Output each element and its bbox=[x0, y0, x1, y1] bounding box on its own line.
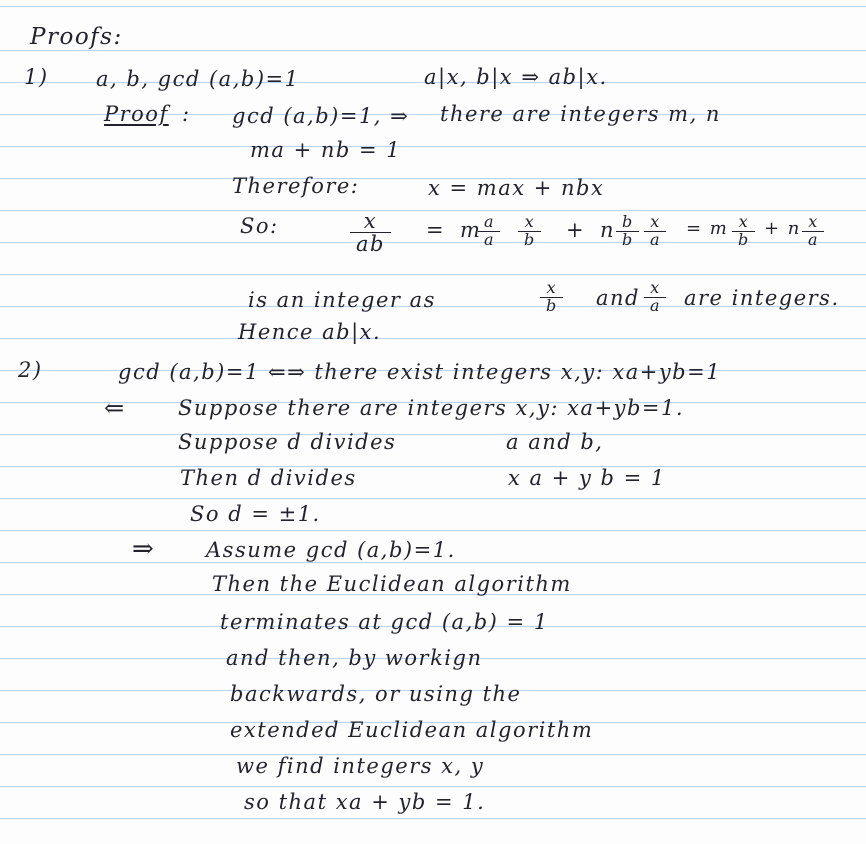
fraction-denominator: b bbox=[540, 297, 563, 315]
proof-2-line-9: backwards, or using the bbox=[230, 682, 522, 706]
fraction-denominator: a bbox=[644, 231, 666, 249]
statement-2: gcd (a,b)=1 ⇐⇒ there exist integers x,y: xa+yb=1 bbox=[118, 360, 722, 384]
proof-2-line-5: Assume gcd (a,b)=1. bbox=[206, 538, 456, 562]
equals-sign-1: = bbox=[426, 218, 446, 242]
proof-2-line-1: Suppose there are integers x,y: xa+yb=1. bbox=[178, 396, 685, 420]
proof-2-line-3-b: x a + y b = 1 bbox=[508, 466, 666, 490]
term-2-coefficient: n bbox=[600, 218, 616, 242]
fraction-denominator: a bbox=[478, 231, 500, 249]
plus-n: + n bbox=[764, 218, 801, 239]
fraction-x-over-a bbox=[644, 214, 666, 249]
fraction-numerator: x bbox=[546, 278, 557, 297]
plus-sign-1: + bbox=[566, 218, 586, 242]
term-1-coefficient: m bbox=[460, 218, 482, 242]
statement-1-hypothesis: a, b, gcd (a,b)=1 bbox=[96, 67, 300, 91]
statement-1-claim: a|x, b|x ⇒ ab|x. bbox=[424, 65, 608, 89]
proof-2-line-6: Then the Euclidean algorithm bbox=[212, 572, 572, 596]
proof-2-line-4: So d = ±1. bbox=[190, 502, 321, 526]
fraction-denominator: ab bbox=[350, 232, 391, 255]
proof-2-line-12: so that xa + yb = 1. bbox=[244, 790, 486, 814]
proof-1-and: and bbox=[596, 286, 640, 310]
fraction-denominator: a bbox=[644, 297, 666, 315]
proof-1-therefore: Therefore: bbox=[232, 174, 360, 198]
item-number-1: 1) bbox=[24, 65, 49, 89]
fraction-numerator: x bbox=[808, 212, 818, 231]
fraction-a-over-a bbox=[478, 214, 500, 249]
proof-2-line-11: we find integers x, y bbox=[236, 754, 485, 778]
fraction-b-over-b bbox=[616, 214, 639, 249]
fraction-denominator: b bbox=[616, 231, 639, 249]
proof-label: Proof bbox=[104, 102, 169, 126]
fraction-x-over-b-2 bbox=[732, 214, 755, 249]
fraction-x-over-ab bbox=[350, 210, 391, 255]
item-number-2: 2) bbox=[18, 358, 43, 382]
proof-1-so-label: So: bbox=[240, 214, 279, 238]
fraction-denominator: b bbox=[518, 231, 541, 249]
fraction-numerator: x bbox=[650, 212, 660, 231]
page-title: Proofs: bbox=[30, 24, 123, 50]
proof-2-line-10: extended Euclidean algorithm bbox=[230, 718, 594, 742]
proof-2-line-7: terminates at gcd (a,b) = 1 bbox=[220, 610, 549, 634]
note-fraction-x-over-a bbox=[644, 280, 666, 315]
fraction-numerator: a bbox=[484, 212, 495, 231]
fraction-x-over-b bbox=[518, 214, 541, 249]
proof-1-line-1-a: gcd (a,b)=1, ⇒ bbox=[232, 104, 410, 128]
proof-1-line-2: ma + nb = 1 bbox=[250, 138, 402, 162]
fraction-denominator: b bbox=[732, 231, 755, 249]
forward-direction-arrow: ⇒ bbox=[132, 534, 156, 564]
equals-m: = m bbox=[686, 218, 729, 239]
reverse-direction-arrow: ⇐ bbox=[104, 394, 126, 422]
proof-1-are-integers: are integers. bbox=[684, 286, 840, 310]
fraction-numerator: x bbox=[363, 209, 378, 233]
proof-1-integer-note: is an integer as bbox=[248, 288, 436, 312]
proof-1-expansion: x = max + nbx bbox=[428, 176, 605, 200]
fraction-numerator: x bbox=[650, 278, 660, 297]
fraction-denominator: a bbox=[802, 231, 824, 249]
fraction-x-over-a-2 bbox=[802, 214, 824, 249]
proof-2-line-8: and then, by workign bbox=[226, 646, 483, 670]
fraction-numerator: x bbox=[524, 212, 535, 231]
proof-1-conclusion: Hence ab|x. bbox=[238, 320, 382, 344]
note-fraction-x-over-b bbox=[540, 280, 563, 315]
fraction-numerator: x bbox=[738, 212, 749, 231]
proof-2-line-3-a: Then d divides bbox=[180, 466, 357, 490]
proof-label-colon: : bbox=[182, 102, 191, 126]
fraction-numerator: b bbox=[622, 212, 633, 231]
proof-1-line-1-b: there are integers m, n bbox=[440, 102, 721, 126]
proof-2-line-2-b: a and b, bbox=[506, 430, 604, 454]
proof-2-line-2-a: Suppose d divides bbox=[178, 430, 397, 454]
